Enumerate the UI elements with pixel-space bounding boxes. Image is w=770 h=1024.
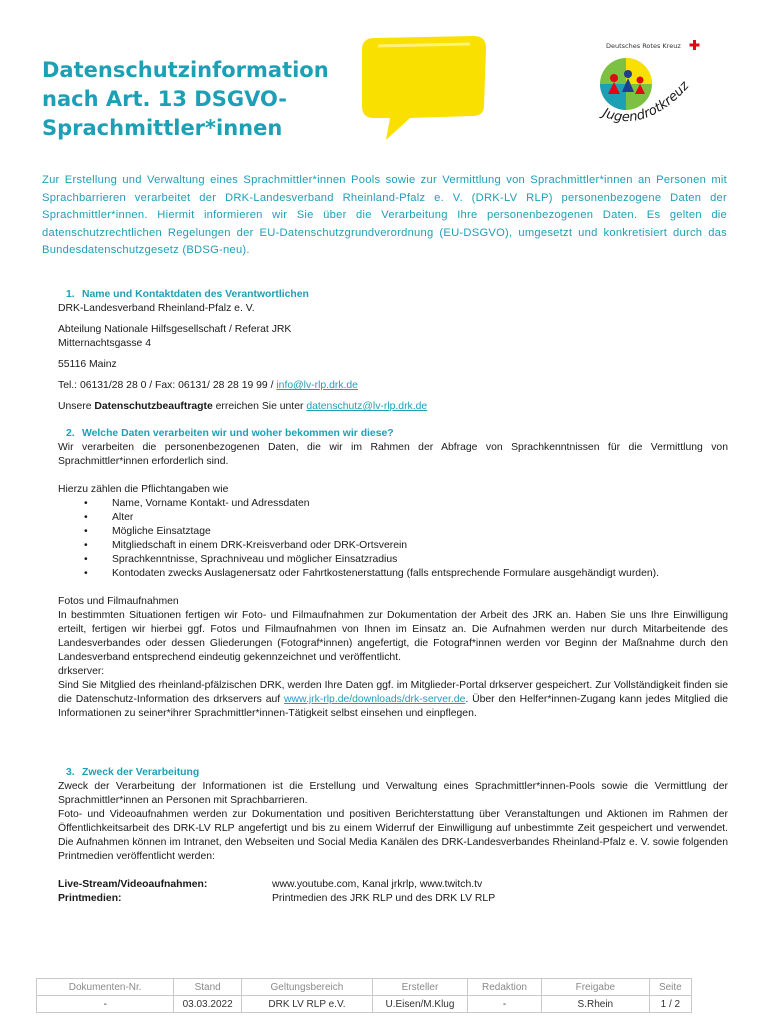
media-label: Printmedien:: [58, 893, 122, 904]
paragraph: Foto- und Videoaufnahmen werden zur Dokumentation und positiven Berichterstattung über Veranstaltungen und Aktionen im Rahmen der Öffentlichkeitsarbeit des DRK-LV RLP angefertigt und bis zu einem Widerruf der Einwilligung auf unbestimmte Zeit gespeichert und verwendet. Die Aufnahmen können im Intranet, den Webseiten und Social Media Kanälen des DRK-Landesverbandes Rheinland-Pfalz e. V. sowie folgenden Printmedien veröffentlicht werden:: [58, 809, 728, 862]
footer-value: S.Rhein: [541, 996, 649, 1013]
footer-header: Seite: [649, 979, 691, 996]
list-intro: Hierzu zählen die Pflichtangaben wie: [58, 484, 229, 495]
paragraph-photos: In bestimmten Situationen fertigen wir Foto- und Filmaufnahmen zur Dokumentation der Arbeit des JRK an. Haben Sie uns Ihre Einwilligung erteilt, fertigen wir hierbei ggf. Fotos und Filmaufnahmen von Ihnen im Einsatz an. Die Aufnahmen werden nur durch Mitarbeitende des Landesverbandes oder dessen Gliederungen (Fotograf*innen) angefertigt, die Fotograf*innen werden vor Beginn der Maßnahme durch den Landesverband entsprechend eindeutig gekennzeichnet und veröffentlicht.: [58, 610, 728, 663]
list-item: • Name, Vorname Kontakt- und Adressdaten: [84, 497, 728, 511]
list-item: • Sprachkenntnisse, Sprachniveau und möglicher Einsatzradius: [84, 553, 728, 567]
footer-header: Stand: [174, 979, 242, 996]
title-line: nach Art. 13 DSGVO-: [42, 87, 287, 111]
section-controller: [58, 288, 728, 414]
subheading-drkserver: drkserver:: [58, 666, 105, 677]
dpo-email-link[interactable]: datenschutz@lv-rlp.drk.de: [306, 401, 428, 412]
dpo-prefix: Unsere: [58, 401, 95, 412]
section-purpose: [58, 766, 728, 864]
list-item: • Kontodaten zwecks Auslagenersatz oder Fahrtkostenerstattung (falls entsprechende Formulare ausgehändigt wurden).: [84, 567, 728, 581]
footer-header: Ersteller: [372, 979, 467, 996]
media-value: Printmedien des JRK RLP und des DRK LV RLP: [272, 893, 496, 904]
drkserver-text: Sind Sie Mitglied des rheinland-pfälzischen DRK, werden Ihre Daten ggf. im Mitglieder-Portal drkserver gespeichert. Zur Vollständigkeit finden sie die Datenschutz-Information des drkservers auf: [58, 680, 728, 705]
footer-value: 03.03.2022: [174, 996, 242, 1013]
paragraph: Zweck der Verarbeitung der Informationen ist die Erstellung und Verwaltung eines Sprachmittler*innen-Pools sowie die Vermittlung der Sprachmittler*innen an Personen mit Sprachbarrieren.: [58, 781, 728, 806]
paragraph-drkserver: [58, 679, 728, 721]
document-title: [42, 56, 362, 143]
dpo-line: [58, 400, 728, 414]
section-data: [58, 427, 728, 721]
paragraph: Wir verarbeiten die personenbezogenen Daten, die wir im Rahmen der Abfrage von Sprachkenntnissen für die Vermittlung von Sprachmittler*innen erforderlich sind.: [58, 442, 728, 467]
document-footer-table: [36, 978, 692, 1013]
required-data-list: [84, 497, 728, 581]
drkserver-link[interactable]: www.jrk-rlp.de/downloads/drk-server.de: [284, 694, 466, 705]
footer-value-row: [37, 996, 692, 1013]
section-heading: [58, 288, 728, 302]
list-item: • Mitgliedschaft in einem DRK-Kreisverband oder DRK-Ortsverein: [84, 539, 728, 553]
section-title: Welche Daten verarbeiten wir und woher bekommen wir diese?: [82, 428, 394, 439]
media-row: [58, 878, 728, 892]
section-number: 3.: [66, 767, 75, 778]
title-line: Sprachmittler*innen: [42, 116, 283, 140]
section-heading: [58, 766, 728, 780]
media-label: Live-Stream/Videoaufnahmen:: [58, 879, 208, 890]
jrk-logo: [588, 38, 708, 138]
street: Mitternachtsgasse 4: [58, 338, 151, 349]
media-value: www.youtube.com, Kanal jrkrlp, www.twitch.tv: [272, 879, 483, 890]
dpo-mid: erreichen Sie unter: [212, 401, 307, 412]
media-channels: [58, 878, 728, 906]
footer-value: -: [468, 996, 542, 1013]
email-link[interactable]: info@lv-rlp.drk.de: [276, 380, 358, 391]
footer-header: Freigabe: [541, 979, 649, 996]
section-number: 1.: [66, 289, 75, 300]
logo-top-text: Deutsches Rotes Kreuz: [606, 42, 681, 50]
media-row: [58, 892, 728, 906]
section-title: Zweck der Verarbeitung: [82, 767, 200, 778]
jrk-logo-graphic: [588, 38, 708, 138]
footer-header: Dokumenten-Nr.: [37, 979, 174, 996]
footer-value: U.Eisen/M.Klug: [372, 996, 467, 1013]
section-heading: [58, 427, 728, 441]
speech-bubble-icon: [352, 30, 492, 145]
dpo-label: Datenschutzbeauftragte: [94, 401, 213, 412]
title-line: Datenschutzinformation: [42, 58, 329, 82]
section-number: 2.: [66, 428, 75, 439]
city: 55116 Mainz: [58, 359, 117, 370]
footer-value: DRK LV RLP e.V.: [241, 996, 372, 1013]
list-item: • Mögliche Einsatztage: [84, 525, 728, 539]
list-item: • Alter: [84, 511, 728, 525]
intro-paragraph: Zur Erstellung und Verwaltung eines Sprachmittler*innen Pools sowie zur Vermittlung von Sprachmittler*innen an Personen mit Sprachbarrieren verarbeitet der DRK-Landesverband Rheinland-Pfalz e. V. (DRK-LV RLP) personenbezogene Daten der Sprachmittler*innen. Hiermit informieren wir Sie über die Verarbeitung Ihre personenbezogenen Daten. Es gelten die datenschutzrechtlichen Regelungen der EU-Datenschutzgrundverordnung (EU-DSGVO), umgesetzt und konkretisiert durch das Bundesdatenschutzgesetz (BDSG-neu).: [42, 174, 727, 257]
footer-value: -: [37, 996, 174, 1013]
footer-header: Geltungsbereich: [241, 979, 372, 996]
contact-line: [58, 379, 728, 393]
footer-header: Redaktion: [468, 979, 542, 996]
org-name: DRK-Landesverband Rheinland-Pfalz e. V.: [58, 303, 255, 314]
subheading-photos: Fotos und Filmaufnahmen: [58, 596, 179, 607]
section-title: Name und Kontaktdaten des Verantwortlichen: [82, 289, 309, 300]
phone-fax: Tel.: 06131/28 28 0 / Fax: 06131/ 28 28 19 99 /: [58, 380, 277, 391]
drkserver-text-end: . Über den Helfer*innen-Zugang kann jedes Mitglied die Informationen zu seiner*ihrer Sprachmittler*innen-Tätigkeit selbst einsehen und einpflegen.: [58, 694, 728, 719]
department: Abteilung Nationale Hilfsgesellschaft / Referat JRK: [58, 324, 292, 335]
footer-value: 1 / 2: [649, 996, 691, 1013]
footer-header-row: [37, 979, 692, 996]
logo-arc-text: Jugendrotkreuz: [600, 78, 693, 126]
